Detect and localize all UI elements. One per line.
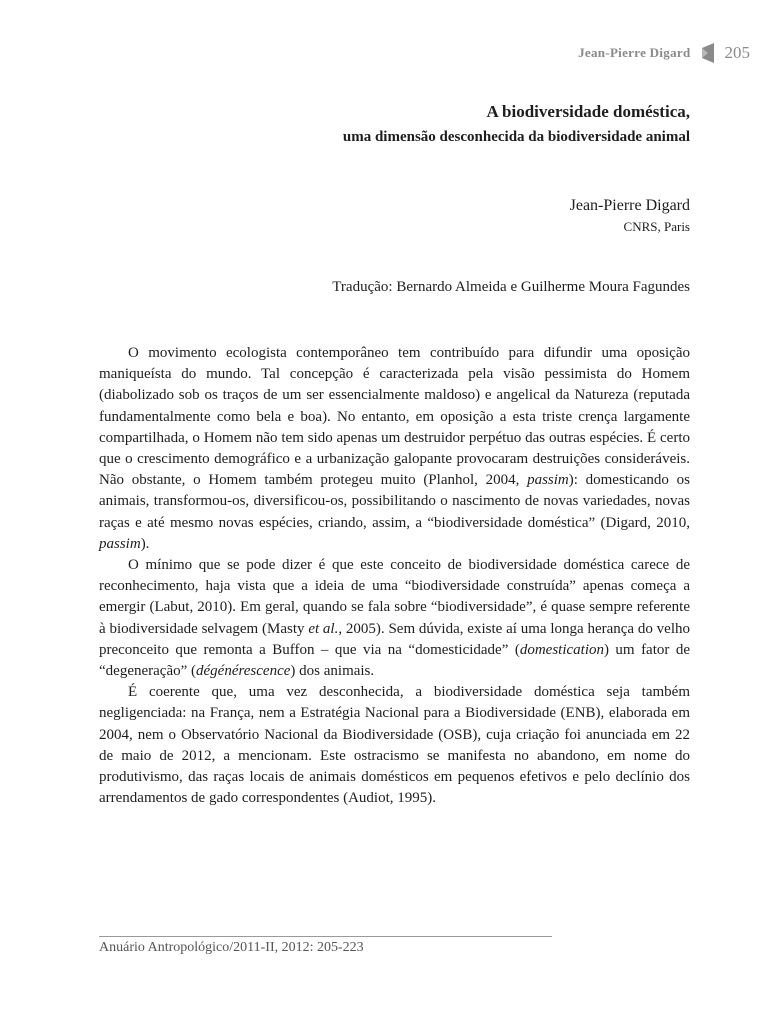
paragraph-text: É coerente que, uma vez desconhecida, a biodiversidade doméstica seja também negligenciada: na França, nem a Estratégia Nacional para a Biodiversidade (ENB), elaborada em 2004, nem o Observatório Nacional da Biodiversidade (OSB), cuja criação foi anunciada em 22 de maio de 2012, a mencionam. Este ostracismo se manifesta no abandono, em nome do produtivismo, das raças locais de animais domésticos em pequenos efetivos e pelo declínio dos arrendamentos de gado correspondentes (Audiot, 1995). xyxy=(99,684,690,807)
body-paragraph xyxy=(99,682,690,809)
translation-credit: Tradução: Bernardo Almeida e Guilherme Moura Fagundes xyxy=(332,279,690,295)
running-header-author: Jean-Pierre Digard xyxy=(578,45,691,60)
paragraph-text: O mínimo que se pode dizer é que este conceito de biodiversidade doméstica carece de reconhecimento, haja vista que a ideia de uma “biodiversidade construída” apenas começa a emergir (Labut, 2010). Em geral, quando se fala sobre “biodiversidade”, é quase sempre referente à biodiversidade selvagem (Masty xyxy=(99,557,690,637)
italic-term: dégénérescence xyxy=(196,663,291,680)
italic-term: domestication xyxy=(519,641,604,658)
paragraph-text: ) um fator de “degeneração” ( xyxy=(99,641,690,680)
page-corner-icon xyxy=(699,42,717,64)
italic-term: passim xyxy=(527,472,569,489)
journal-footer: Anuário Antropológico/2011-II, 2012: 205-223 xyxy=(99,940,364,955)
page-number: 205 xyxy=(724,43,750,62)
author-name: Jean-Pierre Digard xyxy=(569,197,690,214)
paragraph-text: , 2005). Sem dúvida, existe aí uma longa herança do velho preconceito que remonta a Buffon – que via na “domesticidade” ( xyxy=(99,620,691,658)
author-block xyxy=(570,195,690,237)
footer-divider xyxy=(99,936,552,937)
article-subtitle: uma dimensão desconhecida da biodiversidade animal xyxy=(342,129,690,145)
body-paragraph xyxy=(99,555,690,682)
body-paragraph xyxy=(99,343,690,555)
italic-term: passim xyxy=(99,535,141,552)
running-header xyxy=(578,42,750,64)
author-affiliation: CNRS, Paris xyxy=(623,219,690,234)
paragraph-text: ). xyxy=(140,535,150,552)
paragraph-text: O movimento ecologista contemporâneo tem contribuído para difundir uma oposição maniqueísta do mundo. Tal concepção é caracterizada pela visão pessimista do Homem (diabolizado sob os traços de um ser essencialmente maldoso) e angelical da Natureza (reputada fundamentalmente como bela e boa). No entanto, em oposição a esta triste crença largamente compartilhada, o Homem não tem sido apenas um destruidor perpétuo das outras espécies. É certo que o crescimento demográfico e a urbanização galopante provocaram destruições consideráveis. Não obstante, o Homem também protegeu muito (Planhol, 2004, xyxy=(99,345,690,489)
paragraph-text: ) dos animais. xyxy=(290,663,375,680)
paragraph-text: ): domesticando os animais, transformou-os, diversificou-os, possibilitando o nascimento de novas variedades, novas raças e até mesmo novas espécies, criando, assim, a “biodiversidade doméstica” (Digard, 2010, xyxy=(99,472,690,531)
italic-term: et al. xyxy=(308,620,339,637)
article-body xyxy=(99,343,690,809)
article-title: A biodiversidade doméstica, xyxy=(486,102,690,121)
title-block xyxy=(343,101,690,148)
